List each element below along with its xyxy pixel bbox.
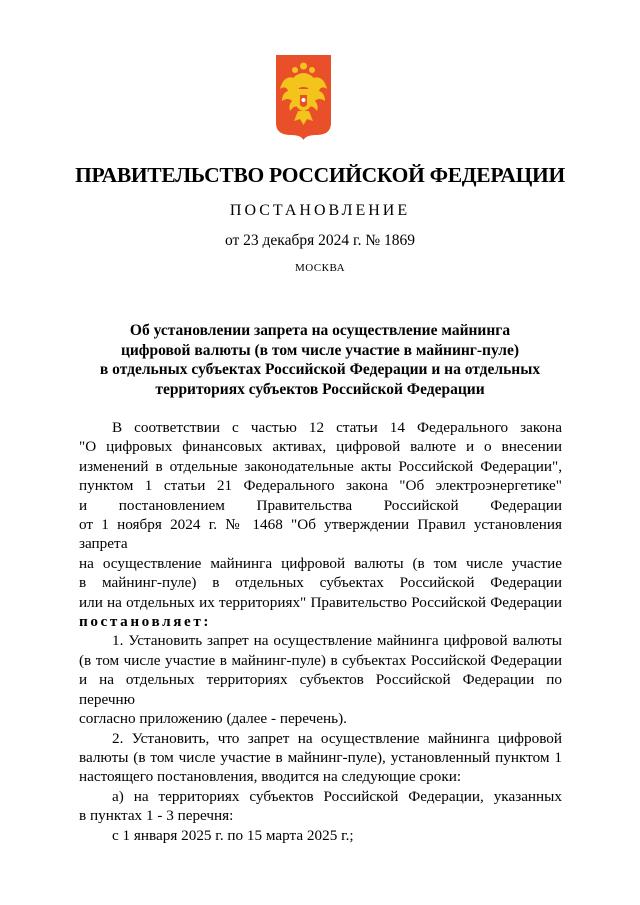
- resolves-word: постановляет:: [79, 613, 212, 631]
- body-line: в майнинг-пуле) в отдельных субъектах Российской Федерации: [79, 574, 562, 592]
- body-line: и постановлением Правительства Российской Федерации: [79, 496, 562, 514]
- subject-line: территориях субъектов Российской Федерации: [155, 380, 485, 398]
- body-line: в пунктах 1 - 3 перечня:: [79, 807, 234, 825]
- body-line: и на отдельных территориях субъектов Российской Федерации по перечню: [79, 671, 562, 708]
- body-line: с 1 января 2025 г. по 15 марта 2025 г.;: [112, 826, 354, 844]
- subject-line: цифровой валюты (в том числе участие в майнинг-пуле): [120, 341, 520, 359]
- body-line: от 1 ноября 2024 г. № 1468 "Об утверждении Правил установления запрета: [79, 516, 562, 553]
- subject-line: в отдельных субъектах Российской Федерации и на отдельных: [99, 361, 541, 378]
- body-line: (в том числе участие в майнинг-пуле) в субъектах Российской Федерации: [79, 651, 562, 669]
- body-line: "О цифровых финансовых активах, цифровой валюте и о внесении: [79, 438, 562, 456]
- body-line: 2. Установить, что запрет на осуществление майнинга цифровой: [112, 729, 562, 747]
- decree-date-number: от 23 декабря 2024 г. № 1869: [224, 232, 416, 249]
- body-line: настоящего постановления, вводится на следующие сроки:: [79, 768, 462, 786]
- city-name: МОСКВА: [294, 262, 346, 274]
- body-line: на осуществление майнинга цифровой валюты (в том числе участие: [79, 554, 562, 572]
- body-line: изменений в отдельные законодательные акты Российской Федерации",: [79, 457, 562, 475]
- body-line: В соответствии с частью 12 статьи 14 Федерального закона: [112, 419, 562, 436]
- body-line: согласно приложению (далее - перечень).: [79, 710, 347, 728]
- decree-body: [79, 418, 562, 845]
- subject-line: Об установлении запрета на осуществление майнинга: [129, 322, 511, 339]
- body-line: а) на территориях субъектов Российской Федерации, указанных: [112, 787, 562, 805]
- coat-of-arms-icon: [276, 55, 331, 140]
- document-type: ПОСТАНОВЛЕНИЕ: [229, 202, 411, 219]
- body-line: 1. Установить запрет на осуществление майнинга цифровой валюты: [112, 632, 562, 650]
- government-name: ПРАВИТЕЛЬСТВО РОССИЙСКОЙ ФЕДЕРАЦИИ: [75, 163, 565, 187]
- body-line: пунктом 1 статьи 21 Федерального закона "Об электроэнергетике": [79, 477, 562, 495]
- body-line: или на отдельных их территориях" Правительство Российской Федерации: [79, 593, 562, 611]
- body-line: валюты (в том числе участие в майнинг-пуле), установленный пунктом 1: [79, 748, 562, 766]
- decree-subject: [0, 321, 640, 399]
